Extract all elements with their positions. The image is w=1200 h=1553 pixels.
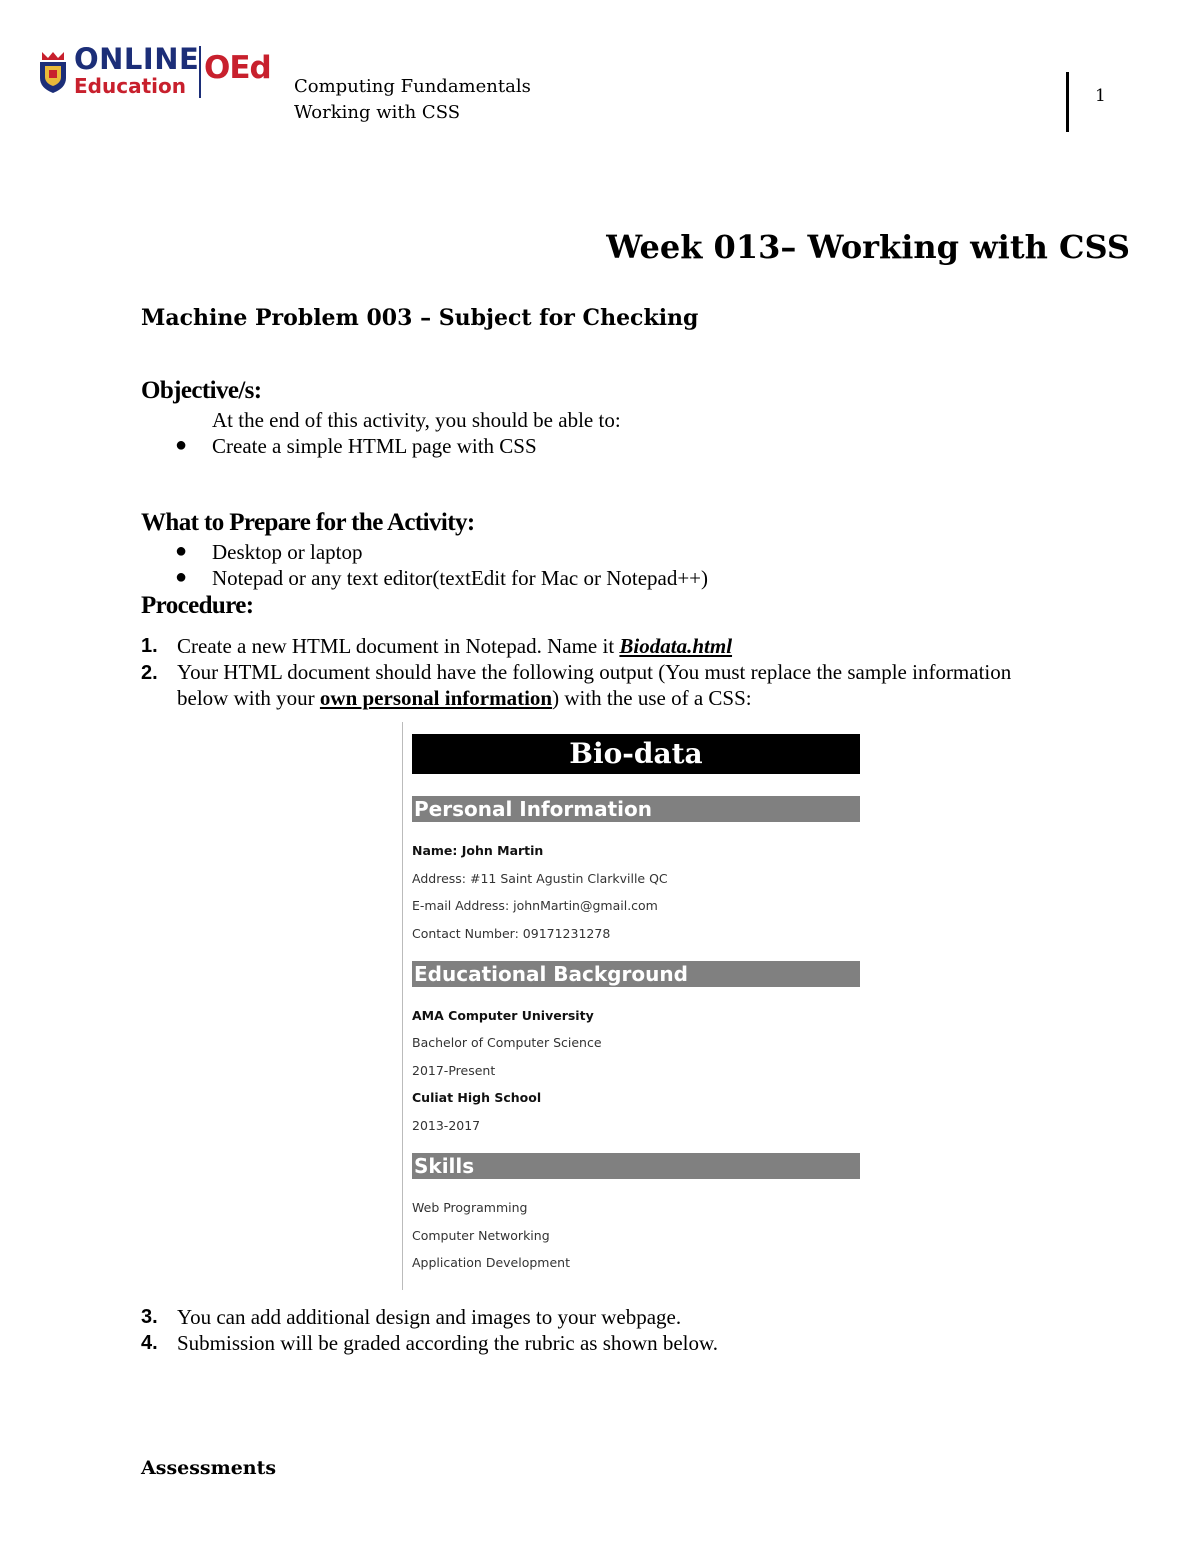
header-course-info	[294, 74, 531, 126]
bio-school-1: AMA Computer University	[412, 1008, 594, 1023]
objectives-heading: Objective/s:	[141, 377, 262, 404]
step-number: 3.	[141, 1306, 158, 1328]
header-divider	[1066, 72, 1069, 132]
prepare-heading: What to Prepare for the Activity:	[141, 509, 475, 536]
logo-education-text: Education	[74, 74, 186, 98]
procedure-step-2-line-1: Your HTML document should have the following output (You must replace the sample information	[177, 660, 1012, 684]
logo-oed-text: OEd	[204, 50, 271, 86]
bullet-icon: ●	[175, 434, 188, 456]
bio-years-2: 2013-2017	[412, 1118, 481, 1133]
step-number: 2.	[141, 662, 158, 684]
objective-item: Create a simple HTML page with CSS	[212, 434, 537, 458]
sample-left-border	[402, 722, 403, 1290]
biodata-title-banner: Bio-data	[412, 734, 860, 774]
step-2-emphasis: own personal information	[319, 686, 553, 710]
procedure-step-1	[177, 634, 732, 659]
assessments-heading: Assessments	[141, 1457, 277, 1479]
education-heading: Educational Background	[412, 961, 860, 987]
prepare-item: Notepad or any text editor(textEdit for Mac or Notepad++)	[212, 566, 709, 590]
bio-degree: Bachelor of Computer Science	[412, 1035, 602, 1050]
logo-online-text: ONLINE	[74, 42, 200, 76]
procedure-step-4: Submission will be graded according the rubric as shown below.	[177, 1331, 719, 1355]
personal-info-heading: Personal Information	[412, 796, 860, 822]
page-number: 1	[1095, 86, 1106, 106]
bio-school-2: Culiat High School	[412, 1090, 542, 1105]
page-title: Week 013– Working with CSS	[606, 228, 1130, 266]
bio-name: Name: John Martin	[412, 843, 544, 858]
bio-email: E-mail Address: johnMartin@gmail.com	[412, 898, 658, 913]
bio-address: Address: #11 Saint Agustin Clarkville QC	[412, 871, 668, 886]
skill-item: Computer Networking	[412, 1228, 550, 1243]
machine-problem-title: Machine Problem 003 – Subject for Checking	[141, 305, 699, 331]
shield-crest-icon	[38, 50, 68, 94]
skill-item: Web Programming	[412, 1200, 528, 1215]
bio-years-1: 2017-Present	[412, 1063, 496, 1078]
biodata-filename: Biodata.html	[619, 634, 733, 658]
bullet-icon: ●	[175, 540, 188, 562]
step-1-text: Create a new HTML document in Notepad. Name it	[177, 634, 620, 658]
procedure-step-3: You can add additional design and images to your webpage.	[177, 1305, 682, 1329]
procedure-heading: Procedure:	[141, 592, 254, 619]
step-number: 4.	[141, 1332, 158, 1354]
step-2-text-a: below with your	[177, 686, 320, 710]
bio-contact: Contact Number: 09171231278	[412, 926, 611, 941]
header-course: Computing Fundamentals	[294, 76, 531, 97]
step-number: 1.	[141, 635, 158, 657]
header-topic: Working with CSS	[294, 102, 461, 123]
bullet-icon: ●	[175, 566, 188, 588]
online-education-logo	[38, 44, 278, 104]
step-2-text-b: ) with the use of a CSS:	[552, 686, 752, 710]
procedure-step-2-line-2	[177, 686, 752, 711]
logo-divider	[199, 46, 201, 98]
objectives-intro: At the end of this activity, you should be able to:	[212, 408, 621, 432]
skill-item: Application Development	[412, 1255, 570, 1270]
prepare-item: Desktop or laptop	[212, 540, 363, 564]
skills-heading: Skills	[412, 1153, 860, 1179]
